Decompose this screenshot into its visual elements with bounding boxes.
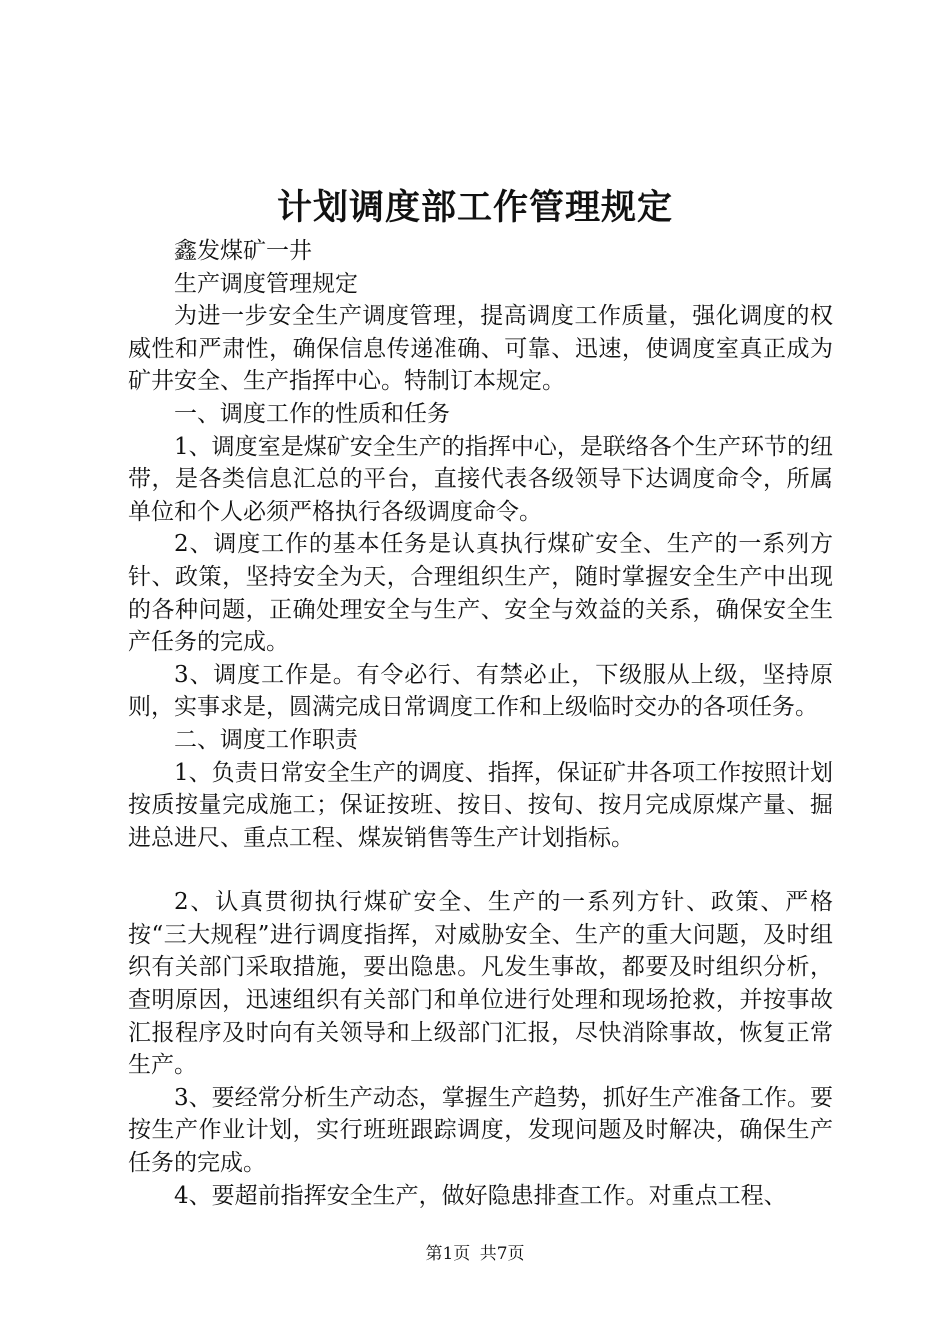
paragraph-2-1: 1、负责日常安全生产的调度、指挥，保证矿井各项工作按照计划按质按量完成施工；保证按班、按日、按旬、按月完成原煤产量、掘进总进尺、重点工程、煤炭销售等生产计划指标。 xyxy=(128,759,833,851)
paragraph-2-4: 4、要超前指挥安全生产，做好隐患排查工作。对重点工程、 xyxy=(174,1182,787,1209)
section-heading-1: 一、调度工作的性质和任务 xyxy=(174,400,450,427)
paragraph-intro: 为进一步安全生产调度管理，提高调度工作质量，强化调度的权威性和严肃性，确保信息传递准确、可靠、迅速，使调度室真正成为矿井安全、生产指挥中心。特制订本规定。 xyxy=(128,303,833,395)
paragraph-1-3: 3、调度工作是。有令必行、有禁必止，下级服从上级，坚持原则，实事求是，圆满完成日常调度工作和上级临时交办的各项任务。 xyxy=(128,661,833,721)
page-total: 共7页 xyxy=(479,1244,525,1264)
subtitle-line: 生产调度管理规定 xyxy=(174,270,358,297)
org-line: 鑫发煤矿一井 xyxy=(174,238,312,264)
paragraph-2-3: 3、要经常分析生产动态，掌握生产趋势，抓好生产准备工作。要按生产作业计划，实行班班跟踪调度，发现问题及时解决，确保生产任务的完成。 xyxy=(128,1084,833,1177)
blank-line xyxy=(128,854,833,886)
section-heading-2: 二、调度工作职责 xyxy=(174,726,358,753)
document-title: 计划调度部工作管理规定 xyxy=(276,187,673,228)
paragraph-2-2: 2、认真贯彻执行煤矿安全、生产的一系列方针、政策、严格按“三大规程”进行调度指挥，对威胁安全、生产的重大问题，及时组织有关部门采取措施，要出隐患。凡发生事故，都要及时组织分析，查明原因，迅速组织有关部门和单位进行处理和现场抢救，并按事故汇报程序及时向有关领导和上级部门汇报，尽快消除事故，恢复正常生产。 xyxy=(128,889,833,1079)
paragraph-1-1: 1、调度室是煤矿安全生产的指挥中心，是联络各个生产环节的纽带，是各类信息汇总的平台，直接代表各级领导下达调度命令，所属单位和个人必须严格执行各级调度命令。 xyxy=(128,433,833,525)
document-body xyxy=(128,235,833,1212)
page-footer xyxy=(0,1242,950,1266)
paragraph-1-2: 2、调度工作的基本任务是认真执行煤矿安全、生产的一系列方针、政策，坚持安全为天，合理组织生产，随时掌握安全生产中出现的各种问题，正确处理安全与生产、安全与效益的关系，确保安全生产任务的完成。 xyxy=(128,531,833,656)
page-number: 第1页 xyxy=(425,1244,471,1264)
